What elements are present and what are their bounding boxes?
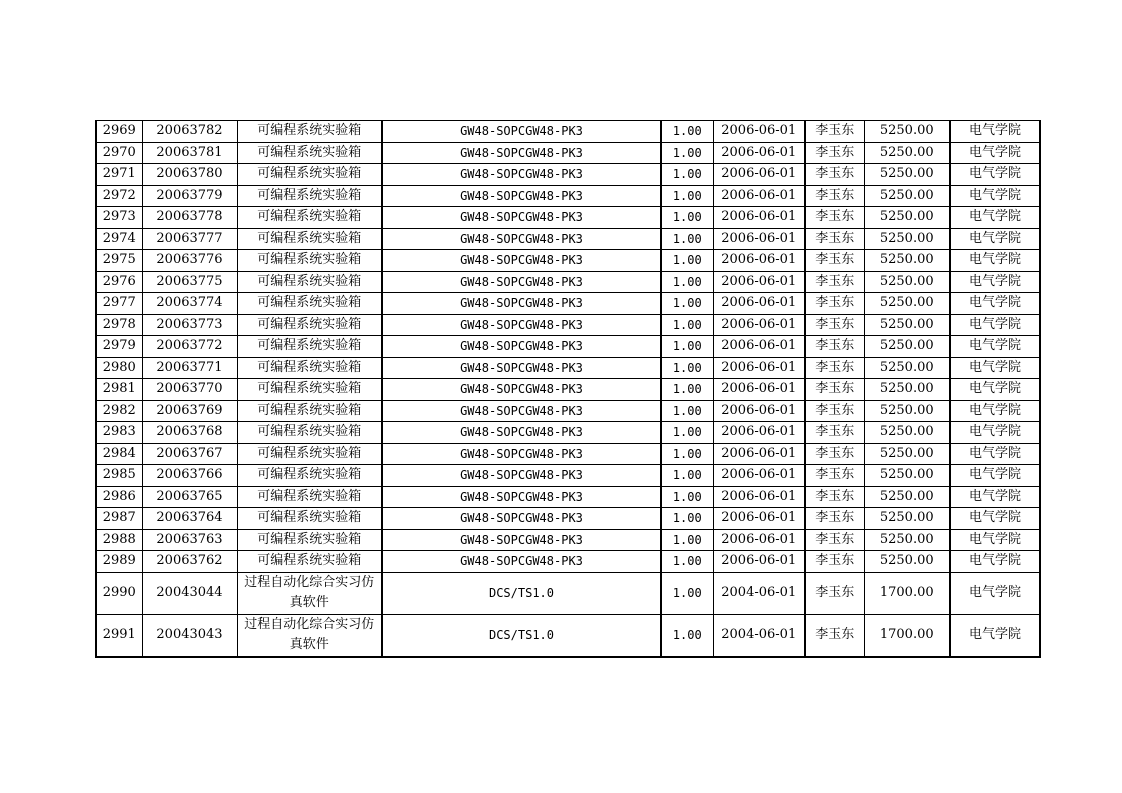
cell-row-number: 2991 [96,614,142,657]
cell-asset-name: 可编程系统实验箱 [237,250,382,272]
table-row [96,572,1040,614]
cell-department: 电气学院 [950,314,1040,336]
cell-row-number: 2987 [96,508,142,530]
cell-asset-code: 20063763 [142,529,237,551]
cell-custodian: 李玉东 [805,293,864,315]
cell-unit-price: 5250.00 [864,551,950,573]
cell-department: 电气学院 [950,293,1040,315]
cell-purchase-date: 2006-06-01 [713,486,805,508]
cell-purchase-date: 2006-06-01 [713,250,805,272]
cell-model-spec: GW48-SOPCGW48-PK3 [382,422,661,444]
table-row [96,400,1040,422]
cell-quantity: 1.00 [661,379,713,401]
table-row [96,529,1040,551]
cell-purchase-date: 2006-06-01 [713,207,805,229]
cell-asset-name: 可编程系统实验箱 [237,508,382,530]
cell-asset-code: 20063776 [142,250,237,272]
cell-model-spec: GW48-SOPCGW48-PK3 [382,486,661,508]
cell-asset-code: 20063777 [142,228,237,250]
cell-asset-code: 20063769 [142,400,237,422]
asset-table [95,120,1041,658]
cell-unit-price: 5250.00 [864,400,950,422]
cell-purchase-date: 2006-06-01 [713,293,805,315]
cell-unit-price: 5250.00 [864,357,950,379]
cell-asset-name: 可编程系统实验箱 [237,314,382,336]
cell-purchase-date: 2006-06-01 [713,185,805,207]
table-row [96,142,1040,164]
table-row [96,486,1040,508]
cell-row-number: 2970 [96,142,142,164]
cell-purchase-date: 2006-06-01 [713,465,805,487]
cell-custodian: 李玉东 [805,572,864,614]
table-row [96,121,1040,143]
cell-asset-name: 可编程系统实验箱 [237,164,382,186]
cell-department: 电气学院 [950,614,1040,657]
cell-asset-name: 可编程系统实验箱 [237,336,382,358]
table-row [96,250,1040,272]
cell-row-number: 2974 [96,228,142,250]
cell-asset-code: 20063774 [142,293,237,315]
cell-purchase-date: 2006-06-01 [713,314,805,336]
cell-unit-price: 1700.00 [864,614,950,657]
cell-asset-code: 20063772 [142,336,237,358]
cell-row-number: 2988 [96,529,142,551]
cell-custodian: 李玉东 [805,207,864,229]
cell-department: 电气学院 [950,207,1040,229]
cell-asset-name: 可编程系统实验箱 [237,271,382,293]
cell-department: 电气学院 [950,486,1040,508]
cell-purchase-date: 2006-06-01 [713,271,805,293]
cell-unit-price: 5250.00 [864,443,950,465]
cell-quantity: 1.00 [661,121,713,143]
cell-custodian: 李玉东 [805,250,864,272]
cell-model-spec: GW48-SOPCGW48-PK3 [382,336,661,358]
cell-unit-price: 5250.00 [864,271,950,293]
cell-row-number: 2984 [96,443,142,465]
cell-row-number: 2981 [96,379,142,401]
table-row [96,336,1040,358]
cell-asset-code: 20063780 [142,164,237,186]
cell-asset-code: 20063762 [142,551,237,573]
cell-department: 电气学院 [950,465,1040,487]
cell-asset-code: 20063779 [142,185,237,207]
cell-department: 电气学院 [950,142,1040,164]
cell-asset-name: 可编程系统实验箱 [237,228,382,250]
cell-purchase-date: 2006-06-01 [713,400,805,422]
cell-purchase-date: 2006-06-01 [713,121,805,143]
cell-row-number: 2986 [96,486,142,508]
cell-model-spec: GW48-SOPCGW48-PK3 [382,508,661,530]
cell-purchase-date: 2006-06-01 [713,228,805,250]
cell-quantity: 1.00 [661,614,713,657]
cell-quantity: 1.00 [661,572,713,614]
table-row [96,379,1040,401]
cell-asset-code: 20063771 [142,357,237,379]
cell-quantity: 1.00 [661,529,713,551]
table-row [96,443,1040,465]
cell-unit-price: 5250.00 [864,142,950,164]
cell-purchase-date: 2006-06-01 [713,551,805,573]
cell-custodian: 李玉东 [805,551,864,573]
cell-model-spec: GW48-SOPCGW48-PK3 [382,400,661,422]
cell-unit-price: 5250.00 [864,293,950,315]
cell-asset-code: 20063775 [142,271,237,293]
cell-row-number: 2989 [96,551,142,573]
cell-asset-name: 可编程系统实验箱 [237,293,382,315]
cell-custodian: 李玉东 [805,185,864,207]
cell-purchase-date: 2006-06-01 [713,164,805,186]
cell-quantity: 1.00 [661,422,713,444]
cell-row-number: 2990 [96,572,142,614]
cell-quantity: 1.00 [661,357,713,379]
cell-unit-price: 5250.00 [864,207,950,229]
cell-asset-code: 20063773 [142,314,237,336]
cell-custodian: 李玉东 [805,271,864,293]
cell-purchase-date: 2006-06-01 [713,379,805,401]
cell-row-number: 2978 [96,314,142,336]
cell-row-number: 2975 [96,250,142,272]
cell-custodian: 李玉东 [805,529,864,551]
cell-unit-price: 5250.00 [864,508,950,530]
cell-model-spec: GW48-SOPCGW48-PK3 [382,551,661,573]
cell-quantity: 1.00 [661,508,713,530]
cell-model-spec: GW48-SOPCGW48-PK3 [382,379,661,401]
cell-model-spec: GW48-SOPCGW48-PK3 [382,142,661,164]
cell-department: 电气学院 [950,185,1040,207]
cell-purchase-date: 2004-06-01 [713,572,805,614]
cell-asset-code: 20063767 [142,443,237,465]
cell-asset-code: 20063770 [142,379,237,401]
cell-quantity: 1.00 [661,142,713,164]
asset-table-container [95,120,1039,658]
cell-row-number: 2971 [96,164,142,186]
cell-row-number: 2979 [96,336,142,358]
asset-table-body [96,121,1040,657]
cell-custodian: 李玉东 [805,400,864,422]
cell-asset-name: 可编程系统实验箱 [237,185,382,207]
table-row [96,551,1040,573]
cell-quantity: 1.00 [661,271,713,293]
cell-custodian: 李玉东 [805,314,864,336]
table-row [96,207,1040,229]
cell-department: 电气学院 [950,379,1040,401]
cell-quantity: 1.00 [661,443,713,465]
cell-model-spec: GW48-SOPCGW48-PK3 [382,465,661,487]
cell-department: 电气学院 [950,228,1040,250]
cell-custodian: 李玉东 [805,142,864,164]
cell-row-number: 2973 [96,207,142,229]
cell-custodian: 李玉东 [805,422,864,444]
cell-purchase-date: 2006-06-01 [713,422,805,444]
cell-row-number: 2982 [96,400,142,422]
table-row [96,185,1040,207]
cell-row-number: 2969 [96,121,142,143]
cell-asset-name: 可编程系统实验箱 [237,486,382,508]
cell-model-spec: GW48-SOPCGW48-PK3 [382,121,661,143]
cell-quantity: 1.00 [661,465,713,487]
cell-department: 电气学院 [950,529,1040,551]
cell-purchase-date: 2006-06-01 [713,529,805,551]
cell-model-spec: GW48-SOPCGW48-PK3 [382,250,661,272]
cell-unit-price: 5250.00 [864,379,950,401]
cell-quantity: 1.00 [661,207,713,229]
cell-quantity: 1.00 [661,228,713,250]
table-row [96,465,1040,487]
cell-department: 电气学院 [950,400,1040,422]
table-row [96,314,1040,336]
cell-asset-code: 20063768 [142,422,237,444]
cell-custodian: 李玉东 [805,443,864,465]
cell-unit-price: 5250.00 [864,529,950,551]
cell-unit-price: 5250.00 [864,164,950,186]
cell-asset-name: 可编程系统实验箱 [237,379,382,401]
cell-unit-price: 5250.00 [864,422,950,444]
cell-row-number: 2980 [96,357,142,379]
cell-model-spec: DCS/TS1.0 [382,572,661,614]
cell-unit-price: 5250.00 [864,185,950,207]
table-row [96,614,1040,657]
cell-model-spec: GW48-SOPCGW48-PK3 [382,314,661,336]
cell-department: 电气学院 [950,250,1040,272]
cell-unit-price: 5250.00 [864,121,950,143]
cell-asset-name: 过程自动化综合实习仿真软件 [237,614,382,657]
cell-quantity: 1.00 [661,164,713,186]
cell-asset-code: 20063764 [142,508,237,530]
cell-row-number: 2976 [96,271,142,293]
cell-asset-code: 20063765 [142,486,237,508]
cell-unit-price: 1700.00 [864,572,950,614]
cell-asset-code: 20043043 [142,614,237,657]
cell-department: 电气学院 [950,271,1040,293]
cell-asset-code: 20043044 [142,572,237,614]
cell-unit-price: 5250.00 [864,228,950,250]
cell-row-number: 2983 [96,422,142,444]
cell-quantity: 1.00 [661,250,713,272]
cell-custodian: 李玉东 [805,228,864,250]
cell-custodian: 李玉东 [805,379,864,401]
cell-purchase-date: 2006-06-01 [713,443,805,465]
cell-asset-code: 20063781 [142,142,237,164]
cell-quantity: 1.00 [661,551,713,573]
cell-model-spec: GW48-SOPCGW48-PK3 [382,207,661,229]
cell-asset-name: 可编程系统实验箱 [237,400,382,422]
cell-purchase-date: 2006-06-01 [713,508,805,530]
cell-custodian: 李玉东 [805,614,864,657]
cell-department: 电气学院 [950,121,1040,143]
cell-model-spec: GW48-SOPCGW48-PK3 [382,164,661,186]
cell-row-number: 2985 [96,465,142,487]
cell-row-number: 2977 [96,293,142,315]
table-row [96,164,1040,186]
cell-department: 电气学院 [950,443,1040,465]
cell-quantity: 1.00 [661,293,713,315]
cell-custodian: 李玉东 [805,164,864,186]
cell-asset-name: 可编程系统实验箱 [237,357,382,379]
table-row [96,508,1040,530]
cell-custodian: 李玉东 [805,486,864,508]
cell-purchase-date: 2006-06-01 [713,357,805,379]
cell-asset-name: 可编程系统实验箱 [237,529,382,551]
cell-quantity: 1.00 [661,314,713,336]
cell-custodian: 李玉东 [805,465,864,487]
cell-quantity: 1.00 [661,185,713,207]
cell-asset-code: 20063766 [142,465,237,487]
cell-asset-name: 可编程系统实验箱 [237,142,382,164]
cell-purchase-date: 2004-06-01 [713,614,805,657]
cell-asset-code: 20063782 [142,121,237,143]
cell-asset-name: 可编程系统实验箱 [237,422,382,444]
cell-model-spec: GW48-SOPCGW48-PK3 [382,529,661,551]
cell-asset-name: 可编程系统实验箱 [237,551,382,573]
cell-asset-name: 可编程系统实验箱 [237,207,382,229]
cell-model-spec: GW48-SOPCGW48-PK3 [382,357,661,379]
cell-model-spec: GW48-SOPCGW48-PK3 [382,443,661,465]
cell-unit-price: 5250.00 [864,486,950,508]
cell-row-number: 2972 [96,185,142,207]
cell-unit-price: 5250.00 [864,465,950,487]
cell-department: 电气学院 [950,336,1040,358]
cell-custodian: 李玉东 [805,508,864,530]
cell-department: 电气学院 [950,422,1040,444]
cell-asset-name: 可编程系统实验箱 [237,443,382,465]
cell-custodian: 李玉东 [805,121,864,143]
cell-department: 电气学院 [950,164,1040,186]
cell-asset-name: 过程自动化综合实习仿真软件 [237,572,382,614]
cell-unit-price: 5250.00 [864,336,950,358]
table-row [96,357,1040,379]
cell-model-spec: GW48-SOPCGW48-PK3 [382,185,661,207]
cell-quantity: 1.00 [661,336,713,358]
cell-model-spec: DCS/TS1.0 [382,614,661,657]
table-row [96,293,1040,315]
cell-unit-price: 5250.00 [864,314,950,336]
cell-department: 电气学院 [950,508,1040,530]
cell-unit-price: 5250.00 [864,250,950,272]
cell-custodian: 李玉东 [805,357,864,379]
cell-model-spec: GW48-SOPCGW48-PK3 [382,228,661,250]
cell-department: 电气学院 [950,357,1040,379]
cell-asset-name: 可编程系统实验箱 [237,121,382,143]
cell-asset-code: 20063778 [142,207,237,229]
cell-model-spec: GW48-SOPCGW48-PK3 [382,293,661,315]
cell-purchase-date: 2006-06-01 [713,336,805,358]
cell-department: 电气学院 [950,551,1040,573]
table-row [96,271,1040,293]
table-row [96,228,1040,250]
cell-asset-name: 可编程系统实验箱 [237,465,382,487]
cell-model-spec: GW48-SOPCGW48-PK3 [382,271,661,293]
cell-purchase-date: 2006-06-01 [713,142,805,164]
cell-department: 电气学院 [950,572,1040,614]
cell-quantity: 1.00 [661,486,713,508]
table-row [96,422,1040,444]
cell-quantity: 1.00 [661,400,713,422]
cell-custodian: 李玉东 [805,336,864,358]
